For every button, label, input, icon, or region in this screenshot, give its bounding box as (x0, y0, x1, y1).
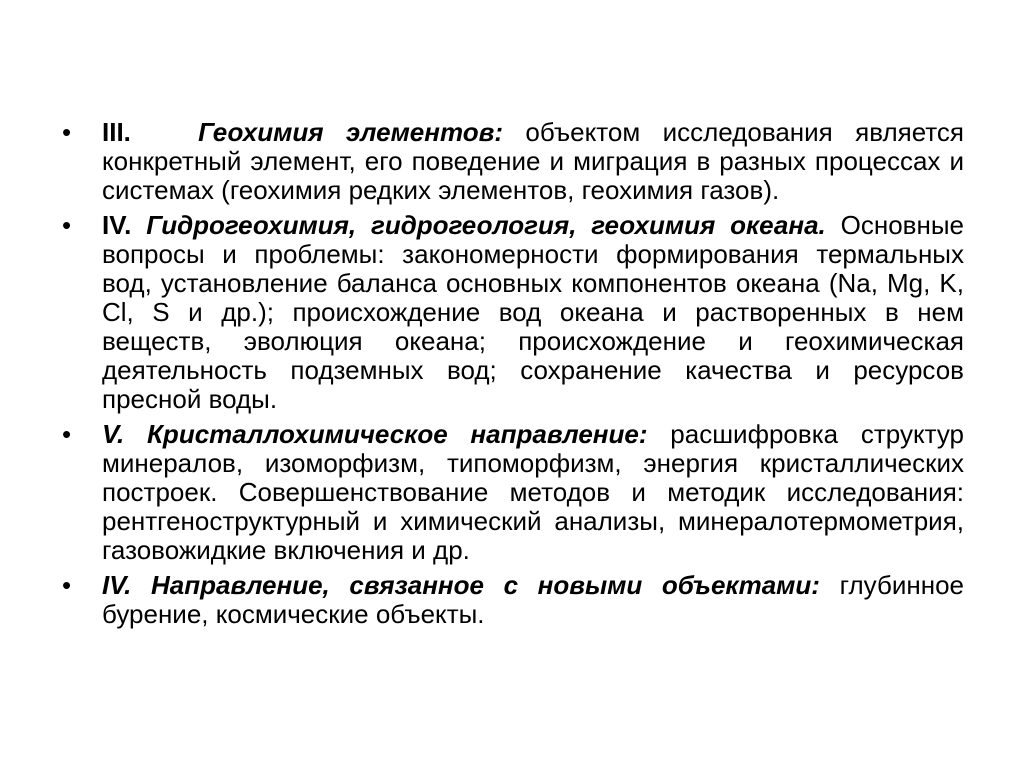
bullet-list (62, 118, 964, 635)
item-paragraph (102, 211, 964, 414)
item-text: расшифровка структур минералов, изоморфизм, типоморфизм, энергия кристаллических построек. Совершенствование методов и методик исследования: рентгеноструктурный и химический анализы, минералотермометрия, газовожидкие включения и др. (102, 419, 964, 565)
item-text: объектом исследования является конкретный элемент, его поведение и миграция в разных процессах и системах (геохимия редких элементов, геохимия газов). (102, 117, 964, 205)
bullet-icon: • (62, 210, 72, 240)
item-paragraph (102, 118, 964, 205)
item-text: Основные вопросы и проблемы: закономерности формирования термальных вод, установление баланса основных компонентов океана (Na, Mg, K, Cl, S и др.); происхождение вод океана и растворенных в нем веществ, эволюция океана; происхождение и геохимическая деятельность подземных вод; сохранение качества и ресурсов пресной воды. (102, 210, 964, 414)
item-paragraph (102, 571, 964, 629)
item-heading: Гидрогеохимия, гидрогеология, геохимия океана. (146, 210, 826, 240)
item-paragraph (102, 420, 964, 565)
list-item (62, 420, 964, 565)
bullet-icon: • (62, 117, 72, 147)
item-number: III. (102, 117, 131, 147)
bullet-icon: • (62, 419, 72, 449)
item-number: V. (102, 419, 125, 449)
list-item (62, 571, 964, 629)
list-item (62, 118, 964, 205)
list-item (62, 211, 964, 414)
item-heading: Геохимия элементов: (198, 117, 503, 147)
item-number: IV. (102, 570, 132, 600)
item-text: глубинное бурение, космические объекты. (102, 570, 964, 629)
bullet-icon: • (62, 570, 72, 600)
item-heading: Направление, связанное с новыми объектами: (151, 570, 820, 600)
item-number: IV. (102, 210, 132, 240)
item-heading: Кристаллохимическое направление: (146, 419, 648, 449)
